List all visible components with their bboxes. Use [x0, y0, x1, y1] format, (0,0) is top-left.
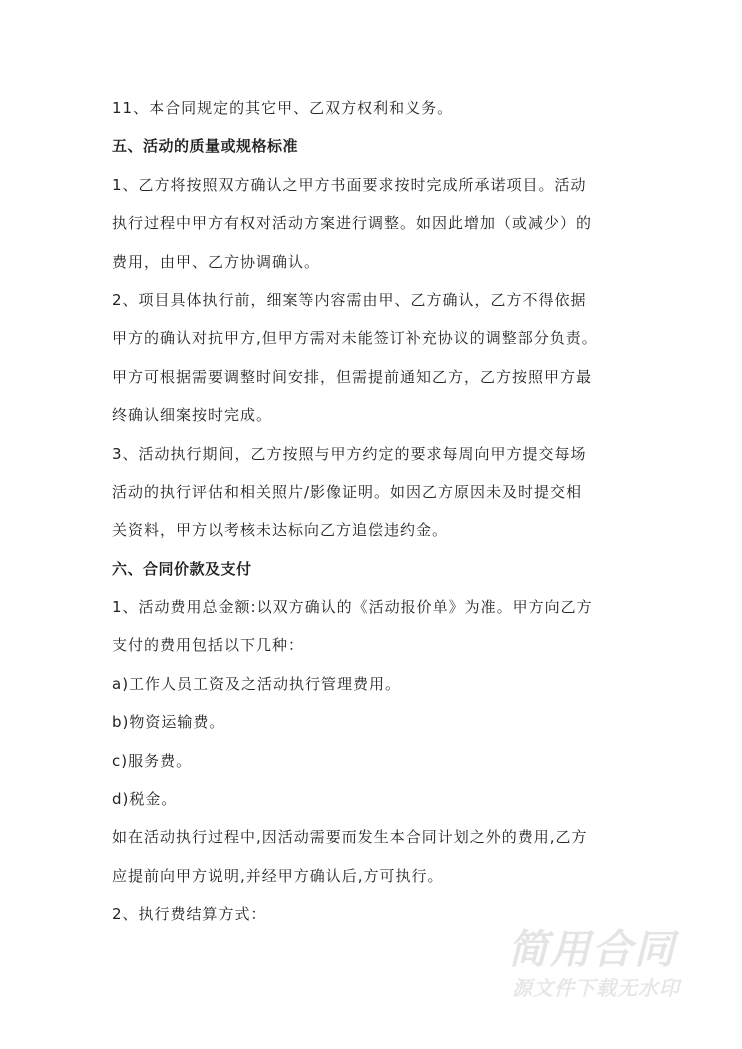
paragraph-line: 2、项目具体执行前，细案等内容需由甲、乙方确认，乙方不得依据 [112, 290, 587, 309]
document-body [112, 96, 598, 941]
watermark-logo: 简用合同 [508, 927, 676, 973]
paragraph-line: 甲方的确认对抗甲方,但甲方需对未能签订补充协议的调整部分负责。 [112, 329, 598, 348]
paragraph-line: 11、本合同规定的其它甲、乙双方权利和义务。 [112, 99, 454, 117]
paragraph-line: 1、活动费用总金额:以双方确认的《活动报价单》为准。甲方向乙方 [112, 598, 593, 617]
paragraph-line: 费用，由甲、乙方协调确认。 [112, 252, 321, 271]
watermark-subtitle: 源文件下载无水印 [512, 976, 680, 1000]
paragraph-line: 1、乙方将按照双方确认之甲方书面要求按时完成所承诺项目。活动 [112, 175, 587, 194]
section-heading: 六、合同价款及支付 [112, 559, 252, 578]
paragraph-line: 应提前向甲方说明,并经甲方确认后,方可执行。 [112, 866, 444, 885]
paragraph-line: 支付的费用包括以下几种： [112, 636, 305, 655]
paragraph-line: a)工作人员工资及之活动执行管理费用。 [112, 674, 402, 693]
paragraph-line: 执行过程中甲方有权对活动方案进行调整。如因此增加（或减少）的 [112, 214, 593, 233]
paragraph-line: 3、活动执行期间，乙方按照与甲方约定的要求每周向甲方提交每场 [112, 444, 587, 463]
paragraph-line: 终确认细案按时完成。 [112, 406, 273, 425]
paragraph-line: 活动的执行评估和相关照片/影像证明。如因乙方原因未及时提交相 [112, 482, 583, 501]
paragraph-line: 甲方可根据需要调整时间安排，但需提前通知乙方，乙方按照甲方最 [112, 367, 593, 386]
paragraph-line: 如在活动执行过程中,因活动需要而发生本合同计划之外的费用,乙方 [112, 828, 588, 847]
paragraph-line: c)服务费。 [112, 751, 193, 770]
paragraph-line: 关资料，甲方以考核未达标向乙方追偿违约金。 [112, 521, 449, 540]
paragraph-line: 2、执行费结算方式： [112, 905, 267, 924]
paragraph-line: d)税金。 [112, 790, 178, 809]
section-heading: 五、活动的质量或规格标准 [112, 137, 299, 156]
paragraph-line: b)物资运输费。 [112, 713, 226, 732]
